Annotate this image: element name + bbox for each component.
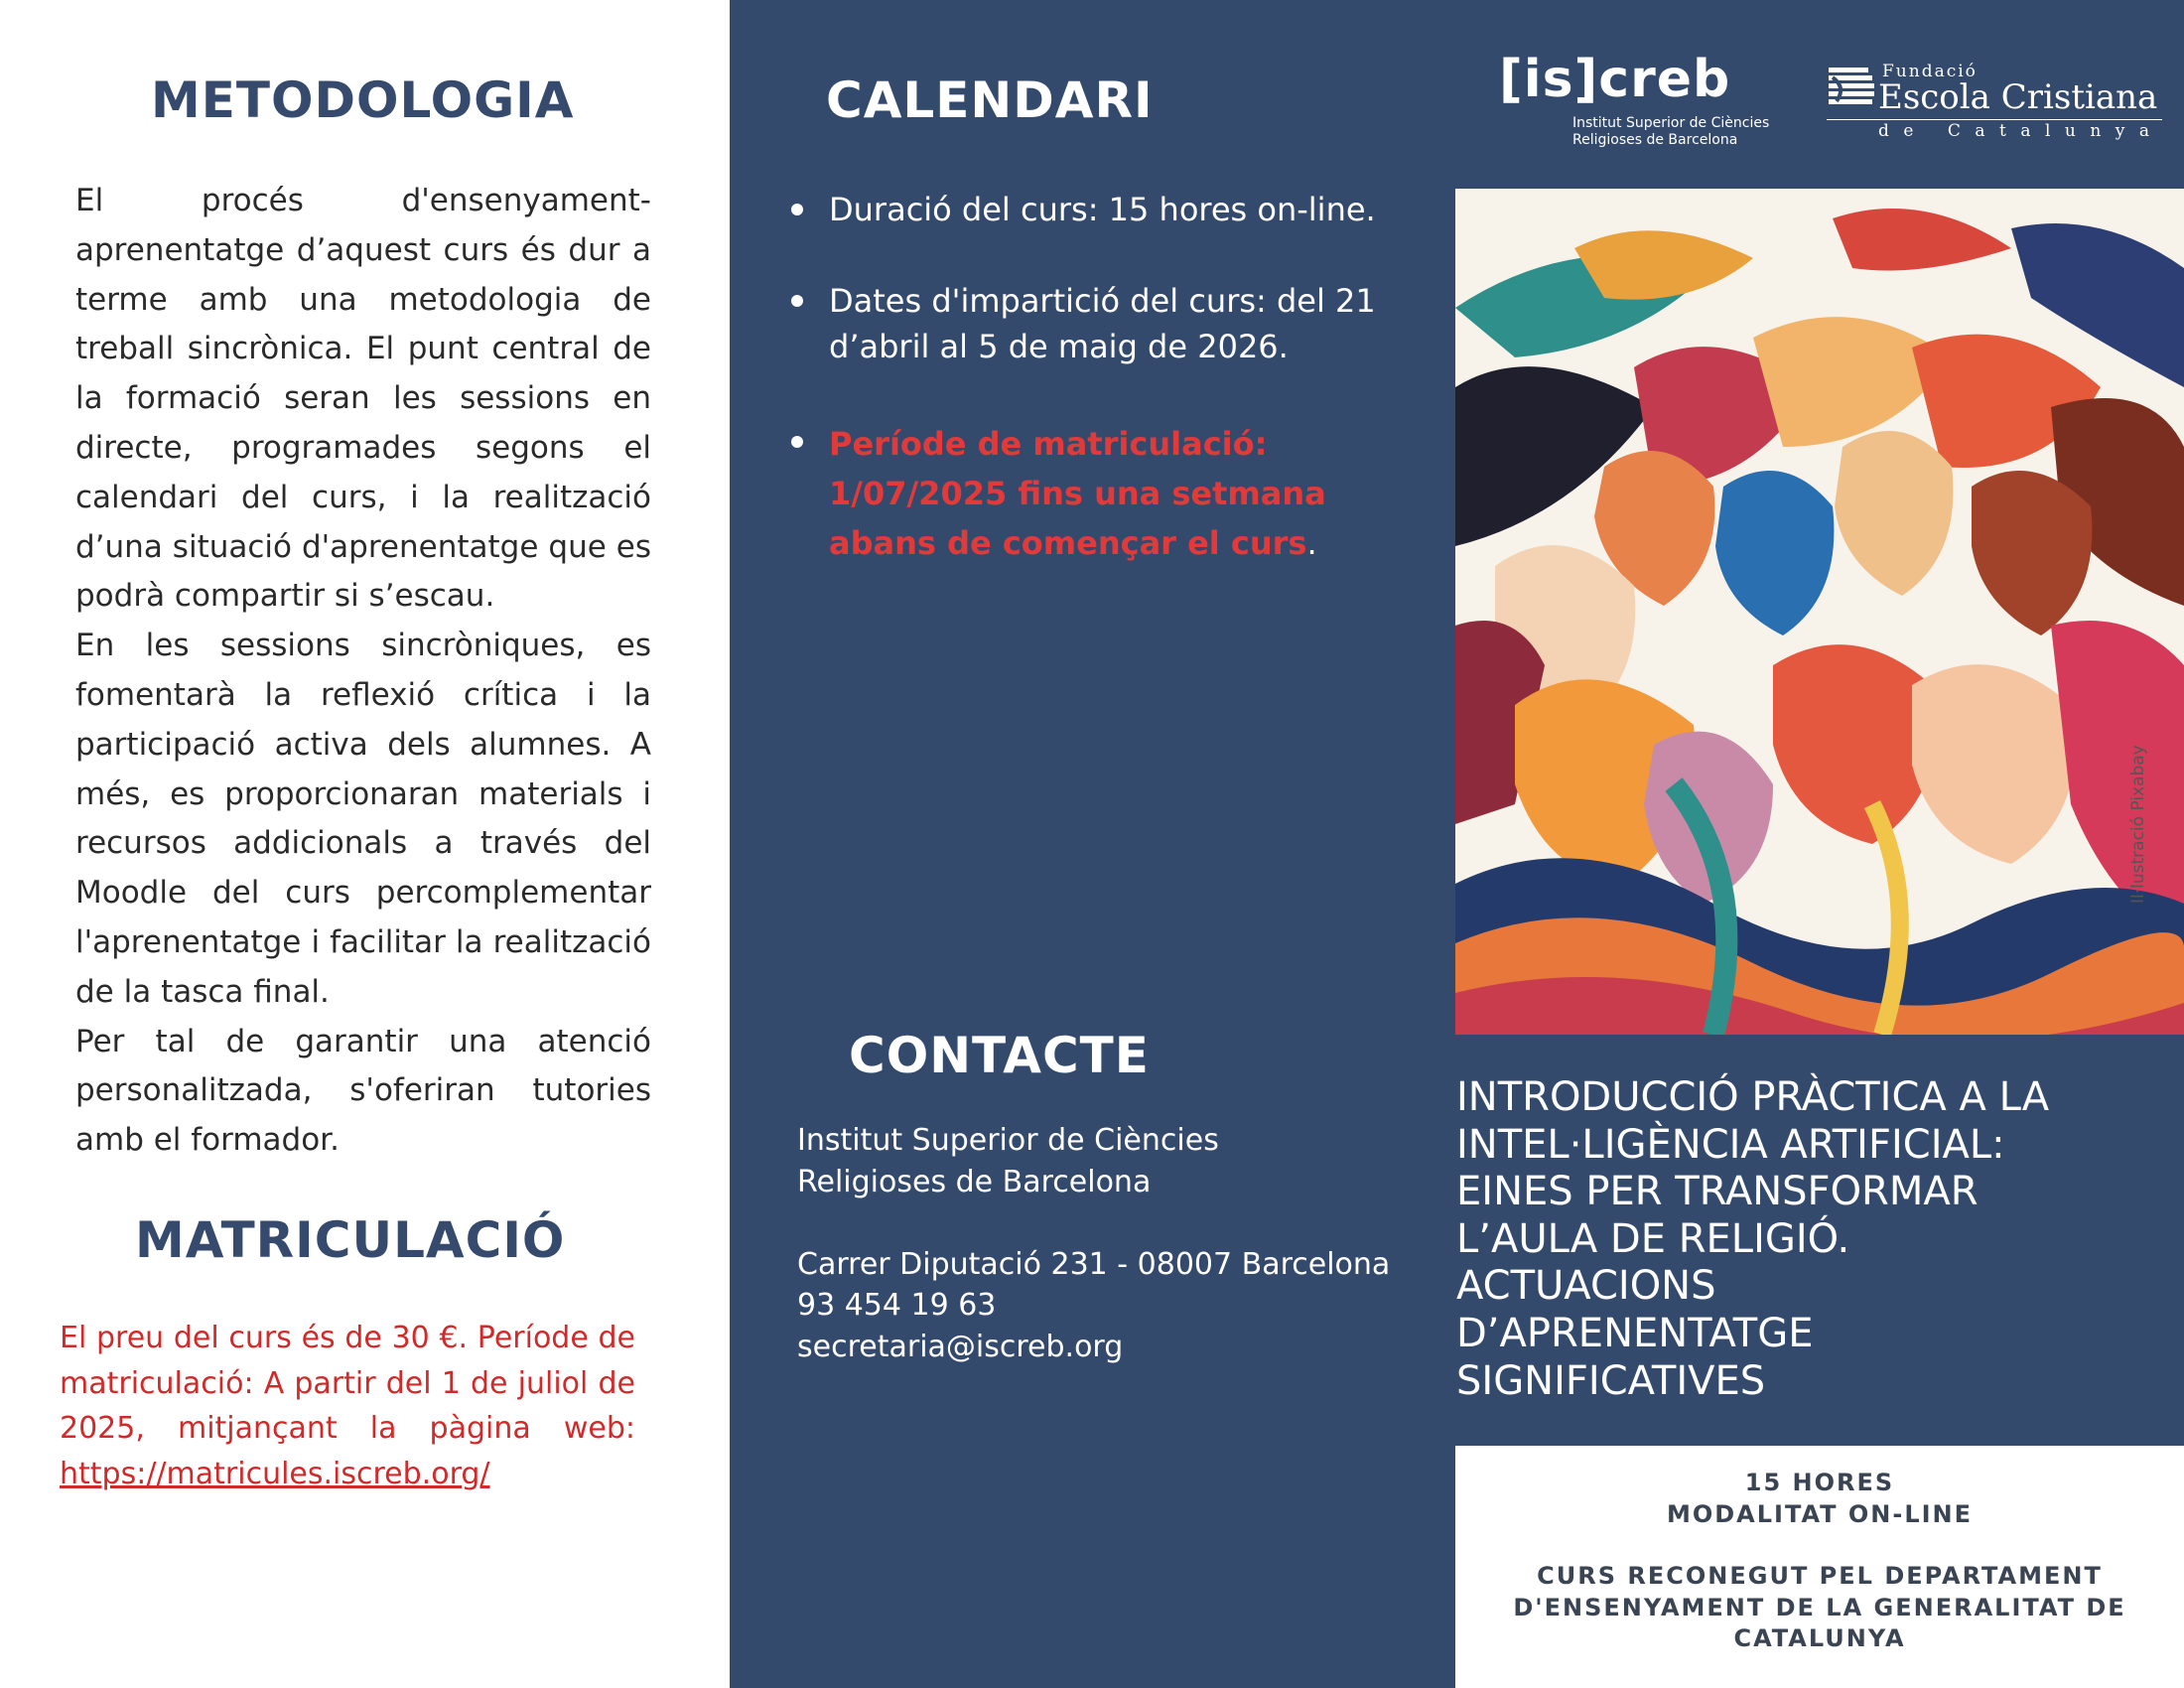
- contact-phone[interactable]: 93 454 19 63: [797, 1288, 997, 1323]
- course-illustration: [1455, 189, 2184, 1035]
- course-title-line: D’APRENENTATGE: [1456, 1310, 1814, 1356]
- course-title-line: L’AULA DE RELIGIÓ.: [1456, 1215, 1850, 1262]
- iscreb-logo-subtitle-line: Institut Superior de Ciències: [1572, 115, 1770, 131]
- fec-logo: [1827, 62, 2164, 151]
- calendari-list: [829, 187, 1405, 614]
- iscreb-logo-mark: [is]creb: [1499, 50, 1731, 109]
- middle-panel: [730, 0, 1455, 1688]
- fec-logo-region: de Catalunya: [1878, 121, 2164, 141]
- course-recognition-line: D'ENSENYAMENT DE LA GENERALITAT DE: [1513, 1593, 2126, 1621]
- contact-email[interactable]: secretaria@iscreb.org: [797, 1329, 1124, 1364]
- calendari-highlight-tail: .: [1306, 524, 1317, 562]
- fec-logo-name: Escola Cristiana: [1878, 77, 2158, 117]
- course-info-box: [1455, 1446, 2184, 1688]
- course-hours: 15 HORES: [1744, 1469, 1895, 1496]
- matriculacio-text: [60, 1316, 635, 1496]
- people-illustration: [1455, 189, 2184, 1035]
- course-title-line: EINES PER TRANSFORMAR: [1456, 1169, 1979, 1215]
- matriculacio-link[interactable]: https://matricules.iscreb.org/: [60, 1456, 490, 1491]
- list-item: [829, 278, 1405, 369]
- metodologia-heading: METODOLOGIA: [151, 71, 575, 129]
- course-recognition-line: CURS RECONEGUT PEL DEPARTAMENT: [1537, 1562, 2103, 1590]
- matriculacio-description: El preu del curs és de 30 €. Període de matriculació: A partir del 1 de juliol de 2025, mitjançant la pàgina web:: [60, 1321, 635, 1446]
- left-panel: [0, 0, 730, 1688]
- course-title: [1456, 1074, 2171, 1405]
- calendari-heading: CALENDARI: [826, 71, 1154, 129]
- bullet-icon: [791, 295, 803, 307]
- course-mode: MODALITAT ON-LINE: [1666, 1499, 1974, 1528]
- contacte-heading: CONTACTE: [849, 1027, 1150, 1084]
- metodologia-text: [75, 177, 651, 1166]
- right-panel: [1455, 0, 2184, 1688]
- course-title-line: SIGNIFICATIVES: [1456, 1357, 1766, 1404]
- course-title-line: INTRODUCCIÓ PRÀCTICA A LA: [1456, 1074, 2050, 1120]
- contact-institution: Institut Superior de Ciències: [797, 1123, 1219, 1158]
- fec-emblem-icon: [1827, 66, 1876, 115]
- metodologia-paragraph: El procés d'ensenyament-aprenentatge d’aquest curs és dur a terme amb una metodologia de treball sincrònica. El punt central de la formació seran les sessions en directe, programades segons el calendari del curs, i la realització d’una situació d'aprenentatge que es podrà compartir si s’escau.: [75, 183, 651, 615]
- calendari-highlight-text: Període de matriculació: 1/07/2025 fins una setmana abans de començar el curs: [829, 425, 1326, 562]
- metodologia-paragraph: En les sessions sincròniques, es fomentarà la reflexió crítica i la participació activa dels alumnes. A més, es proporcionaran materials i recursos addicionals a través del Moodle del curs percomplementar l'aprenentatge i facilitar la realització de la tasca final.: [75, 628, 651, 1010]
- list-item-highlight: [829, 419, 1405, 568]
- contact-institution: Religioses de Barcelona: [797, 1164, 1152, 1199]
- iscreb-logo: [1499, 50, 1797, 159]
- metodologia-paragraph: Per tal de garantir una atenció personalitzada, s'oferiran tutories amb el formador.: [75, 1023, 651, 1159]
- calendari-item-text: Duració del curs: 15 hores on-line.: [829, 191, 1376, 228]
- bullet-icon: [791, 436, 803, 448]
- course-recognition-line: CATALUNYA: [1733, 1624, 1906, 1652]
- contacte-block: [797, 1120, 1413, 1367]
- course-title-line: ACTUACIONS: [1456, 1263, 1716, 1310]
- iscreb-logo-subtitle-line: Religioses de Barcelona: [1572, 132, 1738, 148]
- calendari-item-text: Dates d'impartició del curs: del 21 d’abril al 5 de maig de 2026.: [829, 282, 1376, 365]
- illustration-credit: Il·lustració Pixabay: [2128, 745, 2148, 904]
- contact-address: Carrer Diputació 231 - 08007 Barcelona: [797, 1246, 1391, 1282]
- iscreb-logo-subtitle: [1572, 115, 1769, 149]
- matriculacio-heading: MATRICULACIÓ: [135, 1211, 566, 1269]
- bullet-icon: [791, 204, 803, 215]
- list-item: [829, 187, 1405, 232]
- fec-logo-fundacio: Fundació: [1882, 62, 1978, 81]
- course-title-line: INTEL·LIGÈNCIA ARTIFICIAL:: [1456, 1121, 2005, 1168]
